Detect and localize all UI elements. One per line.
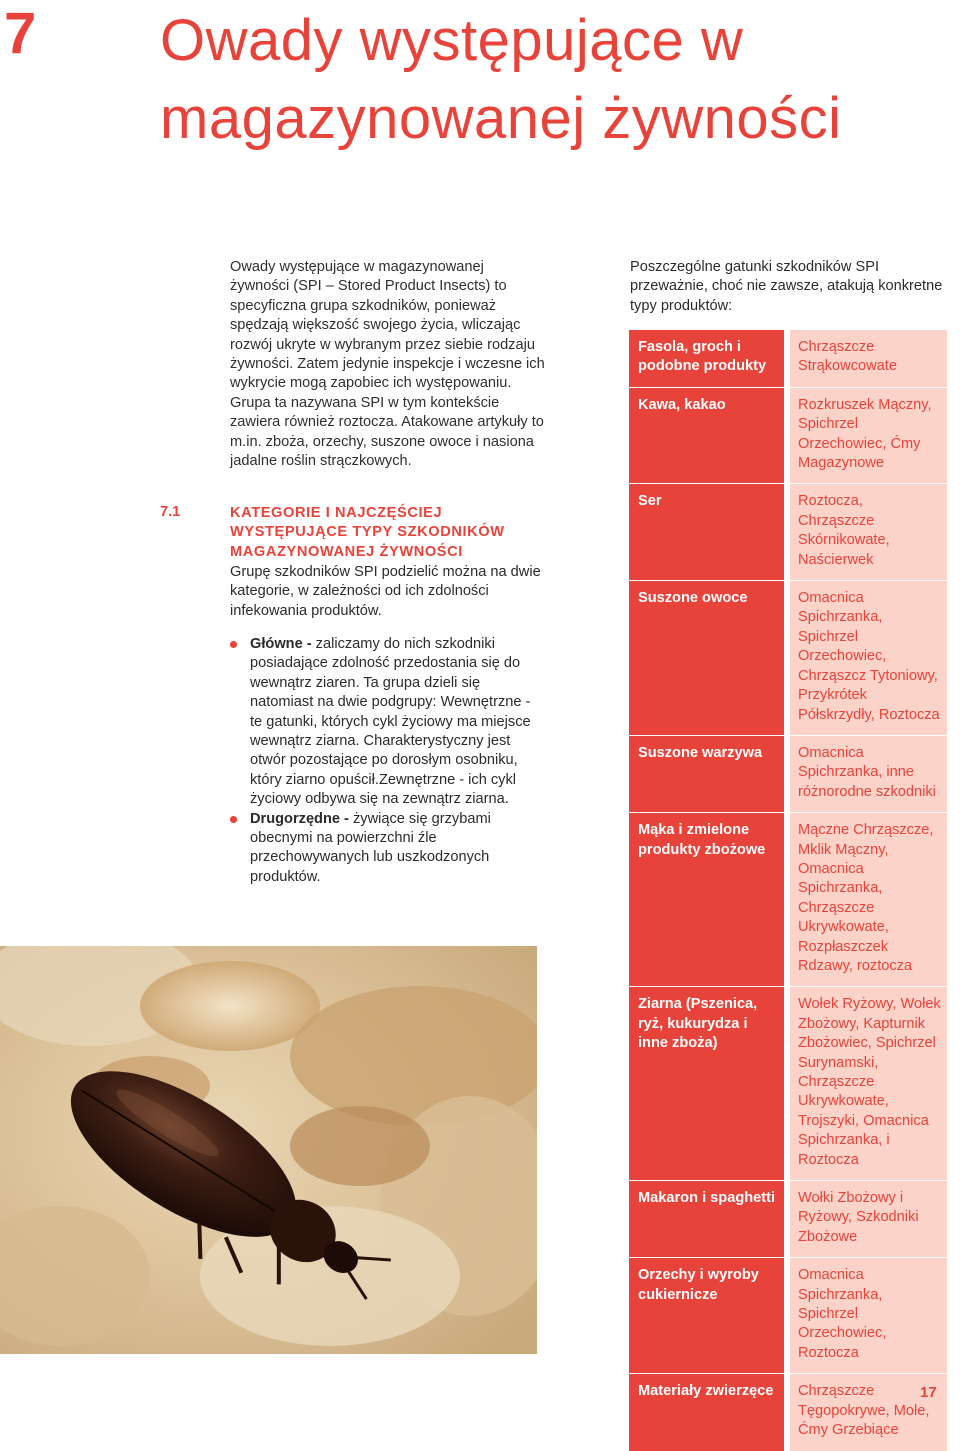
chapter-title: Owady występujące w magazynowanej żywności	[160, 8, 842, 151]
pest-cell: Mączne Chrząszcze, Mklik Mączny, Omacnica Spichrzanka, Chrząszcze Ukrywkowate, Rozpłaszczek Rdzawy, roztocza	[790, 812, 947, 986]
pest-cell: Chrząszcze Tęgopokrywe, Mole, Ćmy Grzebiące	[790, 1373, 947, 1450]
bullet-term: Główne -	[250, 636, 312, 652]
table-row	[629, 1373, 955, 1450]
table-row	[629, 735, 955, 812]
bullet-icon	[230, 641, 237, 648]
table-row	[629, 812, 955, 986]
product-cell: Orzechy i wyroby cukiernicze	[629, 1257, 784, 1373]
list-item	[230, 635, 540, 810]
chapter-number: 7	[4, 1, 37, 66]
product-cell: Fasola, groch i podobne produkty	[629, 330, 784, 387]
pest-cell: Omacnica Spichrzanka, Spichrzel Orzechowiec, Roztocza	[790, 1257, 947, 1373]
table-row	[629, 330, 955, 387]
intro-paragraph: Owady występujące w magazynowanej żywności (SPI – Stored Product Insects) to specyficzna grupa szkodników, ponieważ spędzają większość swojego życia, wliczając rozwój ukryte w wybranym przez siebie rodzaju żywności. Zatem jedynie inspekcje i wczesne ich wykrycie mogą zapobiec ich występowaniu. Grupa ta nazywana SPI w tym kontekście zawiera również roztocza. Atakowane artykuły to m.in. zboża, orzechy, suszone owoce i nasiona jadalne roślin strączkowych.	[230, 259, 545, 470]
product-cell: Mąka i zmielone produkty zbożowe	[629, 812, 784, 986]
table-row	[629, 483, 955, 580]
pest-cell: Rozkruszek Mączny, Spichrzel Orzechowiec, Ćmy Magazynowe	[790, 387, 947, 484]
pest-cell: Wołek Ryżowy, Wołek Zbożowy, Kapturnik Zbożowiec, Spichrzel Surynamski, Chrząszcze Ukrywkowate, Trojszyki, Omacnica Spichrzanka, i Roztocza	[790, 986, 947, 1180]
table-row	[629, 387, 955, 484]
bullet-term: Drugorzędne -	[250, 810, 349, 827]
product-cell: Suszone warzywa	[629, 735, 784, 812]
product-cell: Ziarna (Pszenica, ryż, kukurydza i inne zboża)	[629, 986, 784, 1180]
table-intro: Poszczególne gatunki szkodników SPI przeważnie, choć nie zawsze, atakują konkretne typy produktów:	[630, 259, 943, 314]
bullet-text: zaliczamy do nich szkodniki posiadające zdolność przedostania się do wewnątrz ziaren. Ta grupa dzieli się natomiast na dwie podgrupy: Wewnętrzne - te gatunki, których cykl życiowy ma miejsce wewnątrz ziarna. Charakterystyczny jest otwór pozostające po dorosłym osobniku, który ziarno opuścił.Zewnętrzne - ich cykl życiowy odbywa się na zewnątrz ziarna.	[250, 636, 531, 808]
pest-cell: Chrząszcze Strąkowcowate	[790, 330, 947, 387]
pest-table	[629, 330, 955, 1451]
pest-cell: Omacnica Spichrzanka, inne różnorodne szkodniki	[790, 735, 947, 812]
pest-cell: Omacnica Spichrzanka, Spichrzel Orzechowiec, Chrząszcz Tytoniowy, Przykrótek Półskrzydły, Roztocza	[790, 580, 947, 735]
table-row	[629, 986, 955, 1180]
section-number: 7.1	[160, 504, 181, 520]
product-cell: Makaron i spaghetti	[629, 1180, 784, 1257]
product-cell: Kawa, kakao	[629, 387, 784, 484]
table-row	[629, 580, 955, 735]
product-cell: Suszone owoce	[629, 580, 784, 735]
section-heading: KATEGORIE I NAJCZĘŚCIEJ WYSTĘPUJĄCE TYPY SZKODNIKÓW MAGAZYNOWANEJ ŻYWNOŚCI	[230, 505, 505, 560]
page-number: 17	[920, 1384, 937, 1401]
table-row	[629, 1180, 955, 1257]
bullet-text: żywiące się grzybami obecnymi na powierzchni źle przechowywanych lub uszkodzonych produktów.	[250, 810, 491, 885]
beetle-photo	[0, 946, 537, 1354]
product-cell: Ser	[629, 483, 784, 580]
bullet-icon	[230, 816, 237, 823]
category-list	[230, 635, 540, 887]
pest-cell: Wołki Zbożowy i Ryżowy, Szkodniki Zbożowe	[790, 1180, 947, 1257]
list-item	[230, 810, 540, 888]
table-row	[629, 1257, 955, 1373]
product-cell: Materiały zwierzęce	[629, 1373, 784, 1450]
pest-cell: Roztocza, Chrząszcze Skórnikowate, Naścierwek	[790, 483, 947, 580]
section-body: Grupę szkodników SPI podzielić można na dwie kategorie, w zależności od ich zdolności infekowania produktów.	[230, 564, 541, 619]
